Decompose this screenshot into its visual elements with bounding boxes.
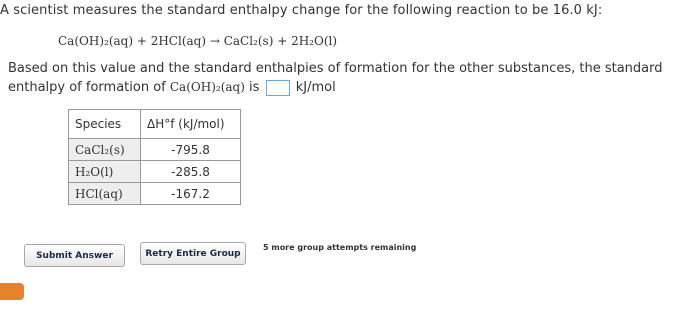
- side-tab[interactable]: [0, 283, 24, 300]
- reaction-equation: Ca(OH)₂(aq) + 2HCl(aq) → CaCl₂(s) + 2H₂O(l): [58, 34, 338, 48]
- problem-intro: A scientist measures the standard enthalpy change for the following reaction to be 16.0 kJ:: [0, 3, 603, 18]
- species-cell: CaCl₂(s): [69, 139, 141, 161]
- answer-unit: kJ/mol: [295, 80, 336, 95]
- table-row: [69, 183, 241, 205]
- submit-answer-button[interactable]: Submit Answer: [24, 244, 125, 267]
- species-cell: HCl(aq): [69, 183, 141, 205]
- answer-input[interactable]: [266, 80, 290, 96]
- question-is: is: [249, 80, 260, 95]
- question-part1: Based on this value and the standard enthalpies of formation for the other substances, the standard enthalpy of formation of: [8, 61, 663, 95]
- value-cell: -285.8: [141, 161, 241, 183]
- species-cell: H₂O(l): [69, 161, 141, 183]
- table-row: [69, 161, 241, 183]
- table-row: [69, 139, 241, 161]
- value-cell: -167.2: [141, 183, 241, 205]
- question-text: [8, 59, 698, 97]
- value-cell: -795.8: [141, 139, 241, 161]
- table-header-row: [69, 110, 241, 139]
- question-compound: Ca(OH)₂(aq): [169, 80, 245, 94]
- header-species: Species: [69, 110, 141, 139]
- attempts-remaining: 5 more group attempts remaining: [263, 243, 417, 252]
- retry-group-button[interactable]: Retry Entire Group: [140, 242, 246, 265]
- header-enthalpy: ΔH°f (kJ/mol): [141, 110, 241, 139]
- enthalpy-table: [68, 109, 241, 205]
